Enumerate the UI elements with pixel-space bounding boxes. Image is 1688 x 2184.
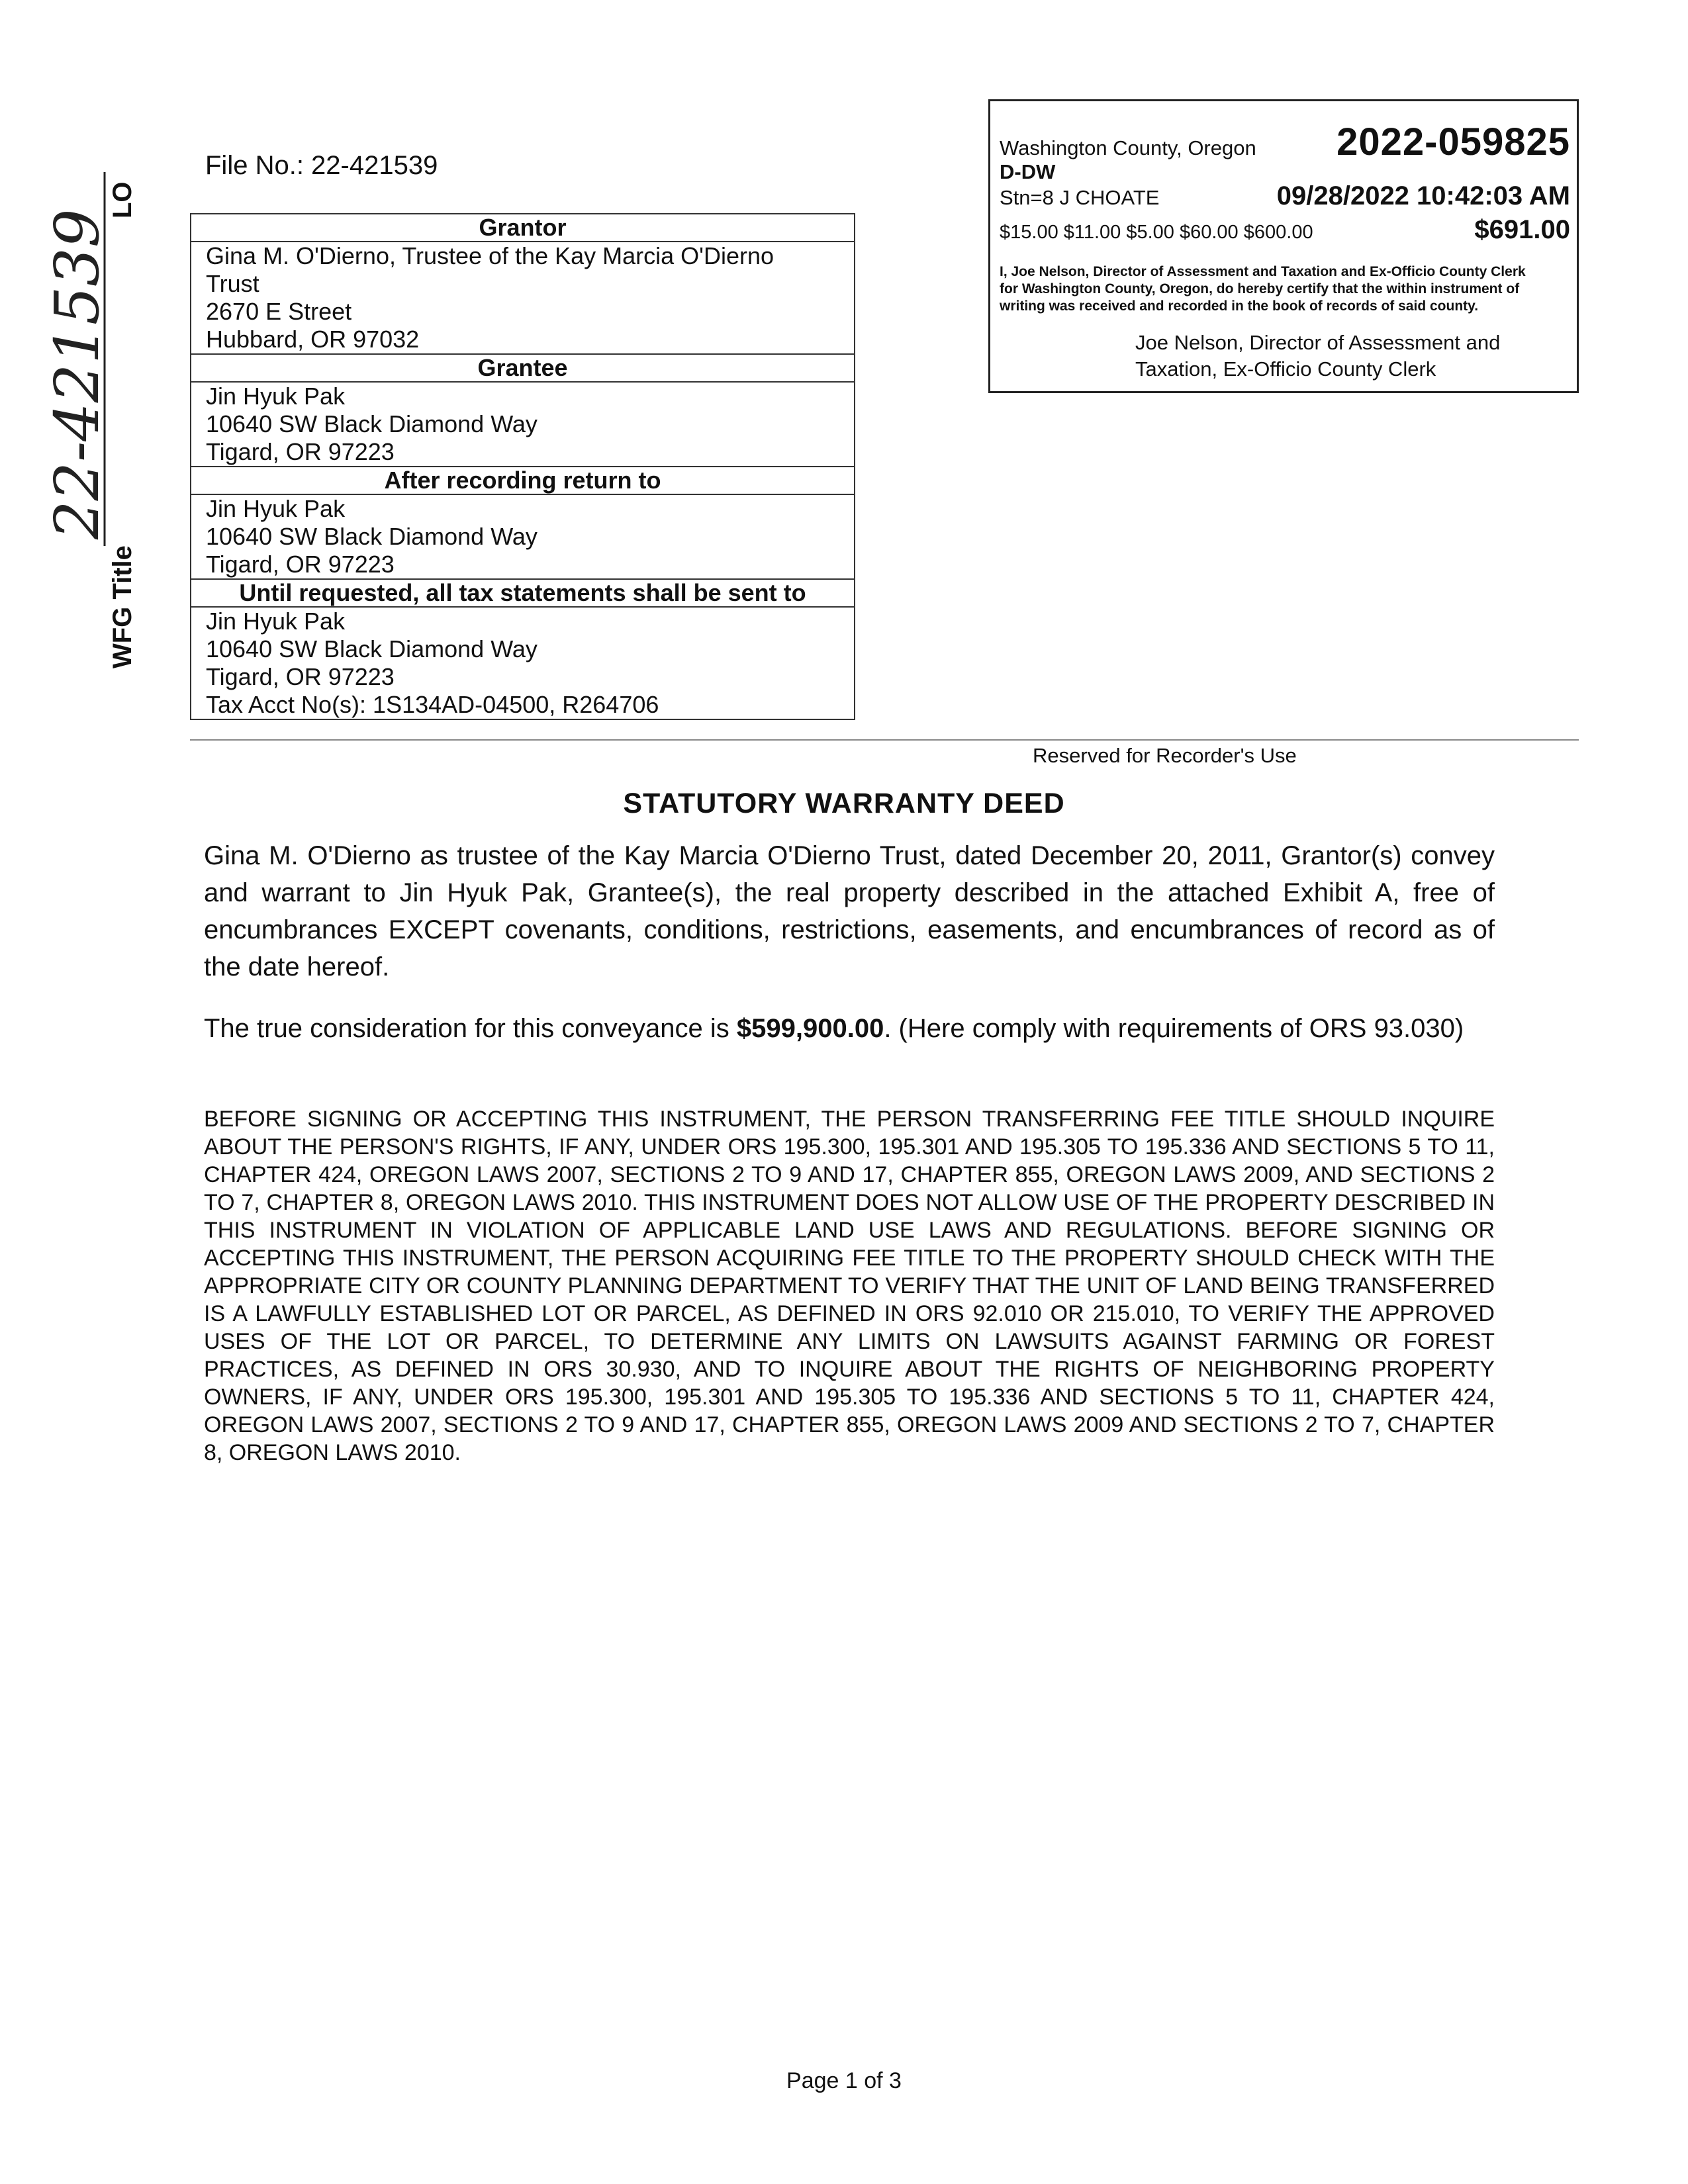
conveyance-paragraph: Gina M. O'Dierno as trustee of the Kay Marcia O'Dierno Trust, dated December 20, 2011, Grantor(s) convey and warrant to Jin Hyuk Pak, Grantee(s), the real property described in the attached Exhibit A, free of encumbrances EXCEPT covenants, conditions, restrictions, easements, and encumbrances of record as of the date hereof. bbox=[204, 841, 1495, 981]
consideration-ors-note: . (Here comply with requirements of ORS 93.030) bbox=[884, 1014, 1464, 1043]
recorder-stamp-box bbox=[988, 99, 1579, 393]
file-number: File No.: 22-421539 bbox=[205, 151, 438, 180]
recording-total: $691.00 bbox=[1474, 215, 1570, 244]
recording-datetime: 09/28/2022 10:42:03 AM bbox=[1276, 181, 1570, 210]
document-type: D-DW bbox=[1000, 160, 1056, 183]
stamp-handwritten-number: 22-421539 bbox=[42, 208, 113, 539]
address-line: Trust bbox=[206, 270, 259, 297]
party-table bbox=[190, 213, 855, 720]
address-line: Jin Hyuk Pak bbox=[206, 495, 346, 522]
document-title: STATUTORY WARRANTY DEED bbox=[623, 788, 1065, 819]
address-line: 10640 SW Black Diamond Way bbox=[206, 523, 538, 550]
address-line: Tigard, OR 97223 bbox=[206, 438, 395, 465]
address-line: Hubbard, OR 97032 bbox=[206, 326, 420, 353]
address-line: Tax Acct No(s): 1S134AD-04500, R264706 bbox=[206, 691, 659, 718]
recorder-station: Stn=8 J CHOATE bbox=[1000, 186, 1160, 209]
address-line: Gina M. O'Dierno, Trustee of the Kay Marcia O'Dierno bbox=[206, 242, 774, 269]
address-line: Tigard, OR 97223 bbox=[206, 551, 395, 578]
address-line: 10640 SW Black Diamond Way bbox=[206, 635, 538, 662]
recorder-signature-block bbox=[1135, 330, 1570, 383]
address-line: Tigard, OR 97223 bbox=[206, 663, 395, 690]
grantee-header: Grantee bbox=[191, 354, 855, 382]
return-header: After recording return to bbox=[191, 467, 855, 494]
recording-number: 2022-059825 bbox=[1336, 120, 1570, 163]
grantee-block bbox=[191, 382, 855, 467]
page-number: Page 1 of 3 bbox=[786, 2068, 902, 2093]
consideration-paragraph bbox=[204, 1010, 1495, 1047]
recorder-signature-line2: Taxation, Ex-Officio County Clerk bbox=[1135, 357, 1436, 381]
tax-header: Until requested, all tax statements shall be sent to bbox=[191, 579, 855, 607]
tax-block bbox=[191, 607, 855, 719]
grantor-header: Grantor bbox=[191, 214, 855, 242]
recorder-signature-line1: Joe Nelson, Director of Assessment and bbox=[1135, 331, 1501, 354]
stamp-label: WFG Title bbox=[108, 545, 137, 668]
return-block bbox=[191, 494, 855, 579]
grantor-block bbox=[191, 242, 855, 354]
consideration-amount: $599,900.00 bbox=[736, 1014, 884, 1043]
address-line: Jin Hyuk Pak bbox=[206, 383, 346, 410]
recorder-county: Washington County, Oregon bbox=[1000, 136, 1256, 159]
stamp-initials: LO bbox=[108, 181, 137, 218]
consideration-text: The true consideration for this conveyance is bbox=[204, 1014, 737, 1043]
recorder-certification: I, Joe Nelson, Director of Assessment and Taxation and Ex-Officio County Clerk for Washington County, Oregon, do hereby certify that the within instrument of writing was received and recorded in the book of records of said county. bbox=[1000, 264, 1526, 314]
statutory-notice-paragraph: BEFORE SIGNING OR ACCEPTING THIS INSTRUMENT, THE PERSON TRANSFERRING FEE TITLE SHOULD INQUIRE ABOUT THE PERSON'S RIGHTS, IF ANY, UNDER ORS 195.300, 195.301 AND 195.305 TO 195.336 AND SECTIONS 5 TO 11, CHAPTER 424, OREGON LAWS 2007, SECTIONS 2 TO 9 AND 17, CHAPTER 855, OREGON LAWS 2009, AND SECTIONS 2 TO 7, CHAPTER 8, OREGON LAWS 2010. THIS INSTRUMENT DOES NOT ALLOW USE OF THE PROPERTY DESCRIBED IN THIS INSTRUMENT IN VIOLATION OF APPLICABLE LAND USE LAWS AND REGULATIONS. BEFORE SIGNING OR ACCEPTING THIS INSTRUMENT, THE PERSON ACQUIRING FEE TITLE TO THE PROPERTY SHOULD CHECK WITH THE APPROPRIATE CITY OR COUNTY PLANNING DEPARTMENT TO VERIFY THAT THE UNIT OF LAND BEING TRANSFERRED IS A LAWFULLY ESTABLISHED LOT OR PARCEL, AS DEFINED IN ORS 92.010 OR 215.010, TO VERIFY THE APPROVED USES OF THE LOT OR PARCEL, TO DETERMINE ANY LIMITS ON LAWSUITS AGAINST FARMING OR FOREST PRACTICES, AS DEFINED IN ORS 30.930, AND TO INQUIRE ABOUT THE RIGHTS OF NEIGHBORING PROPERTY OWNERS, IF ANY, UNDER ORS 195.300, 195.301 AND 195.305 TO 195.336 AND SECTIONS 5 TO 11, CHAPTER 424, OREGON LAWS 2007, SECTIONS 2 TO 9 AND 17, CHAPTER 855, OREGON LAWS 2009 AND SECTIONS 2 TO 7, CHAPTER 8, OREGON LAWS 2010. bbox=[204, 1107, 1495, 1465]
title-company-margin-stamp bbox=[26, 159, 159, 688]
address-line: 10640 SW Black Diamond Way bbox=[206, 410, 538, 437]
address-line: 2670 E Street bbox=[206, 298, 352, 325]
reserved-label: Reserved for Recorder's Use bbox=[1033, 744, 1297, 767]
reserved-divider bbox=[190, 739, 1579, 741]
recording-fees: $15.00 $11.00 $5.00 $60.00 $600.00 bbox=[1000, 222, 1313, 243]
address-line: Jin Hyuk Pak bbox=[206, 608, 346, 635]
